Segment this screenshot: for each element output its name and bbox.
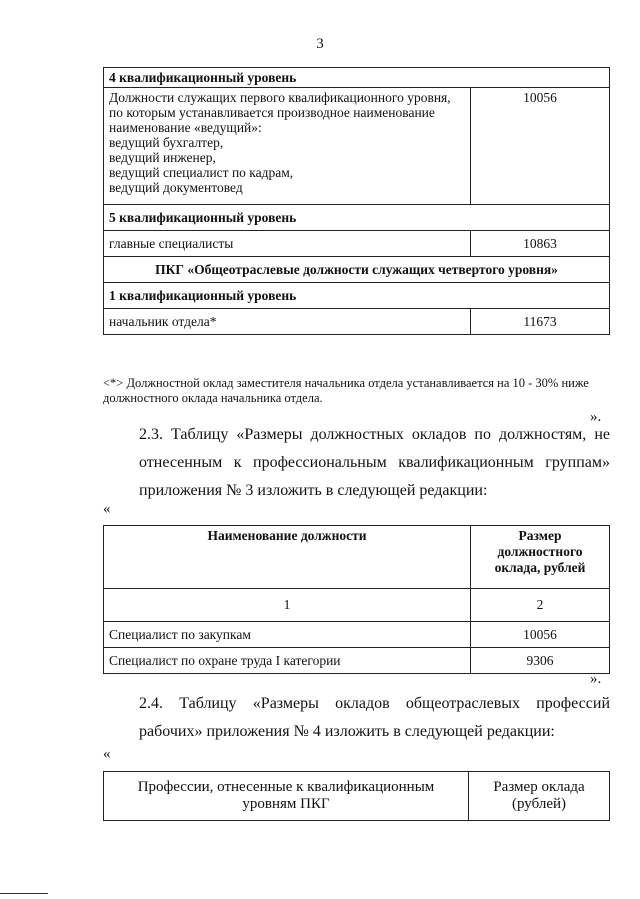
level4-desc-line: по которым устанавливается производное наименование xyxy=(109,105,435,120)
salary-value: 10056 xyxy=(471,622,610,648)
level5-row-label: главные специалисты xyxy=(104,231,471,257)
col1-header: Профессии, отнесенные к квалификационным уровням ПКГ xyxy=(104,772,469,821)
paragraph-text: 2.3. Таблицу «Размеры должностных окладов по должностям, не отнесенным к профессиональным квалификационным группам» приложения № 3 изложить в следующей редакции: xyxy=(139,426,610,499)
table-row xyxy=(104,526,610,589)
table-row xyxy=(104,88,610,205)
col2-header: Размер оклада (рублей) xyxy=(469,772,610,821)
col1-number: 1 xyxy=(104,589,471,622)
closing-quote: ». xyxy=(590,409,602,425)
position-name: Специалист по охране труда I категории xyxy=(104,648,471,674)
opening-quote: « xyxy=(103,746,111,762)
col2-number: 2 xyxy=(471,589,610,622)
salary-table-levels xyxy=(103,67,610,335)
worker-salary-table xyxy=(103,771,610,821)
table-row xyxy=(104,283,610,309)
level5-value: 10863 xyxy=(471,231,610,257)
salary-value: 9306 xyxy=(471,648,610,674)
level4-desc-line: ведущий специалист по кадрам, xyxy=(109,165,294,180)
level4-value: 10056 xyxy=(471,88,610,205)
table-row xyxy=(104,205,610,231)
position-name: Специалист по закупкам xyxy=(104,622,471,648)
level4-header: 4 квалификационный уровень xyxy=(104,68,610,88)
footnote: <*> Должностной оклад заместителя начальника отдела устанавливается на 10 - 30% ниже должностного оклада начальника отдела. xyxy=(103,376,589,405)
paragraph-2-3 xyxy=(103,421,610,505)
table-row xyxy=(104,648,610,674)
level5-header: 5 квалификационный уровень xyxy=(104,205,610,231)
closing-quote: ». xyxy=(590,671,602,687)
paragraph-text: 2.4. Таблицу «Размеры окладов общеотраслевых профессий рабочих» приложения № 4 изложить в следующей редакции: xyxy=(139,695,610,740)
table-row xyxy=(104,772,610,821)
level4-description xyxy=(104,88,471,205)
level1-value: 11673 xyxy=(471,309,610,335)
table-row xyxy=(104,309,610,335)
page-number: 3 xyxy=(316,36,324,52)
table-row xyxy=(104,589,610,622)
level4-desc-line: ведущий документовед xyxy=(109,180,243,195)
table-row xyxy=(104,231,610,257)
paragraph-2-4 xyxy=(103,690,610,746)
level1-header: 1 квалификационный уровень xyxy=(104,283,610,309)
pkg4-header: ПКГ «Общеотраслевые должности служащих четвертого уровня» xyxy=(104,257,610,283)
level1-row-label: начальник отдела* xyxy=(104,309,471,335)
salary-table-non-pkg xyxy=(103,525,610,674)
opening-quote: « xyxy=(103,501,111,517)
table-row xyxy=(104,257,610,283)
table-row xyxy=(104,68,610,88)
level4-desc-line: ведущий бухгалтер, xyxy=(109,135,224,150)
level4-desc-line: наименование «ведущий»: xyxy=(109,120,262,135)
col2-header: Размер должностного оклада, рублей xyxy=(471,526,610,589)
table-row xyxy=(104,622,610,648)
level4-desc-line: ведущий инженер, xyxy=(109,150,216,165)
footnote-separator xyxy=(0,893,48,894)
col1-header: Наименование должности xyxy=(104,526,471,589)
level4-desc-line: Должности служащих первого квалификационного уровня, xyxy=(109,90,451,105)
